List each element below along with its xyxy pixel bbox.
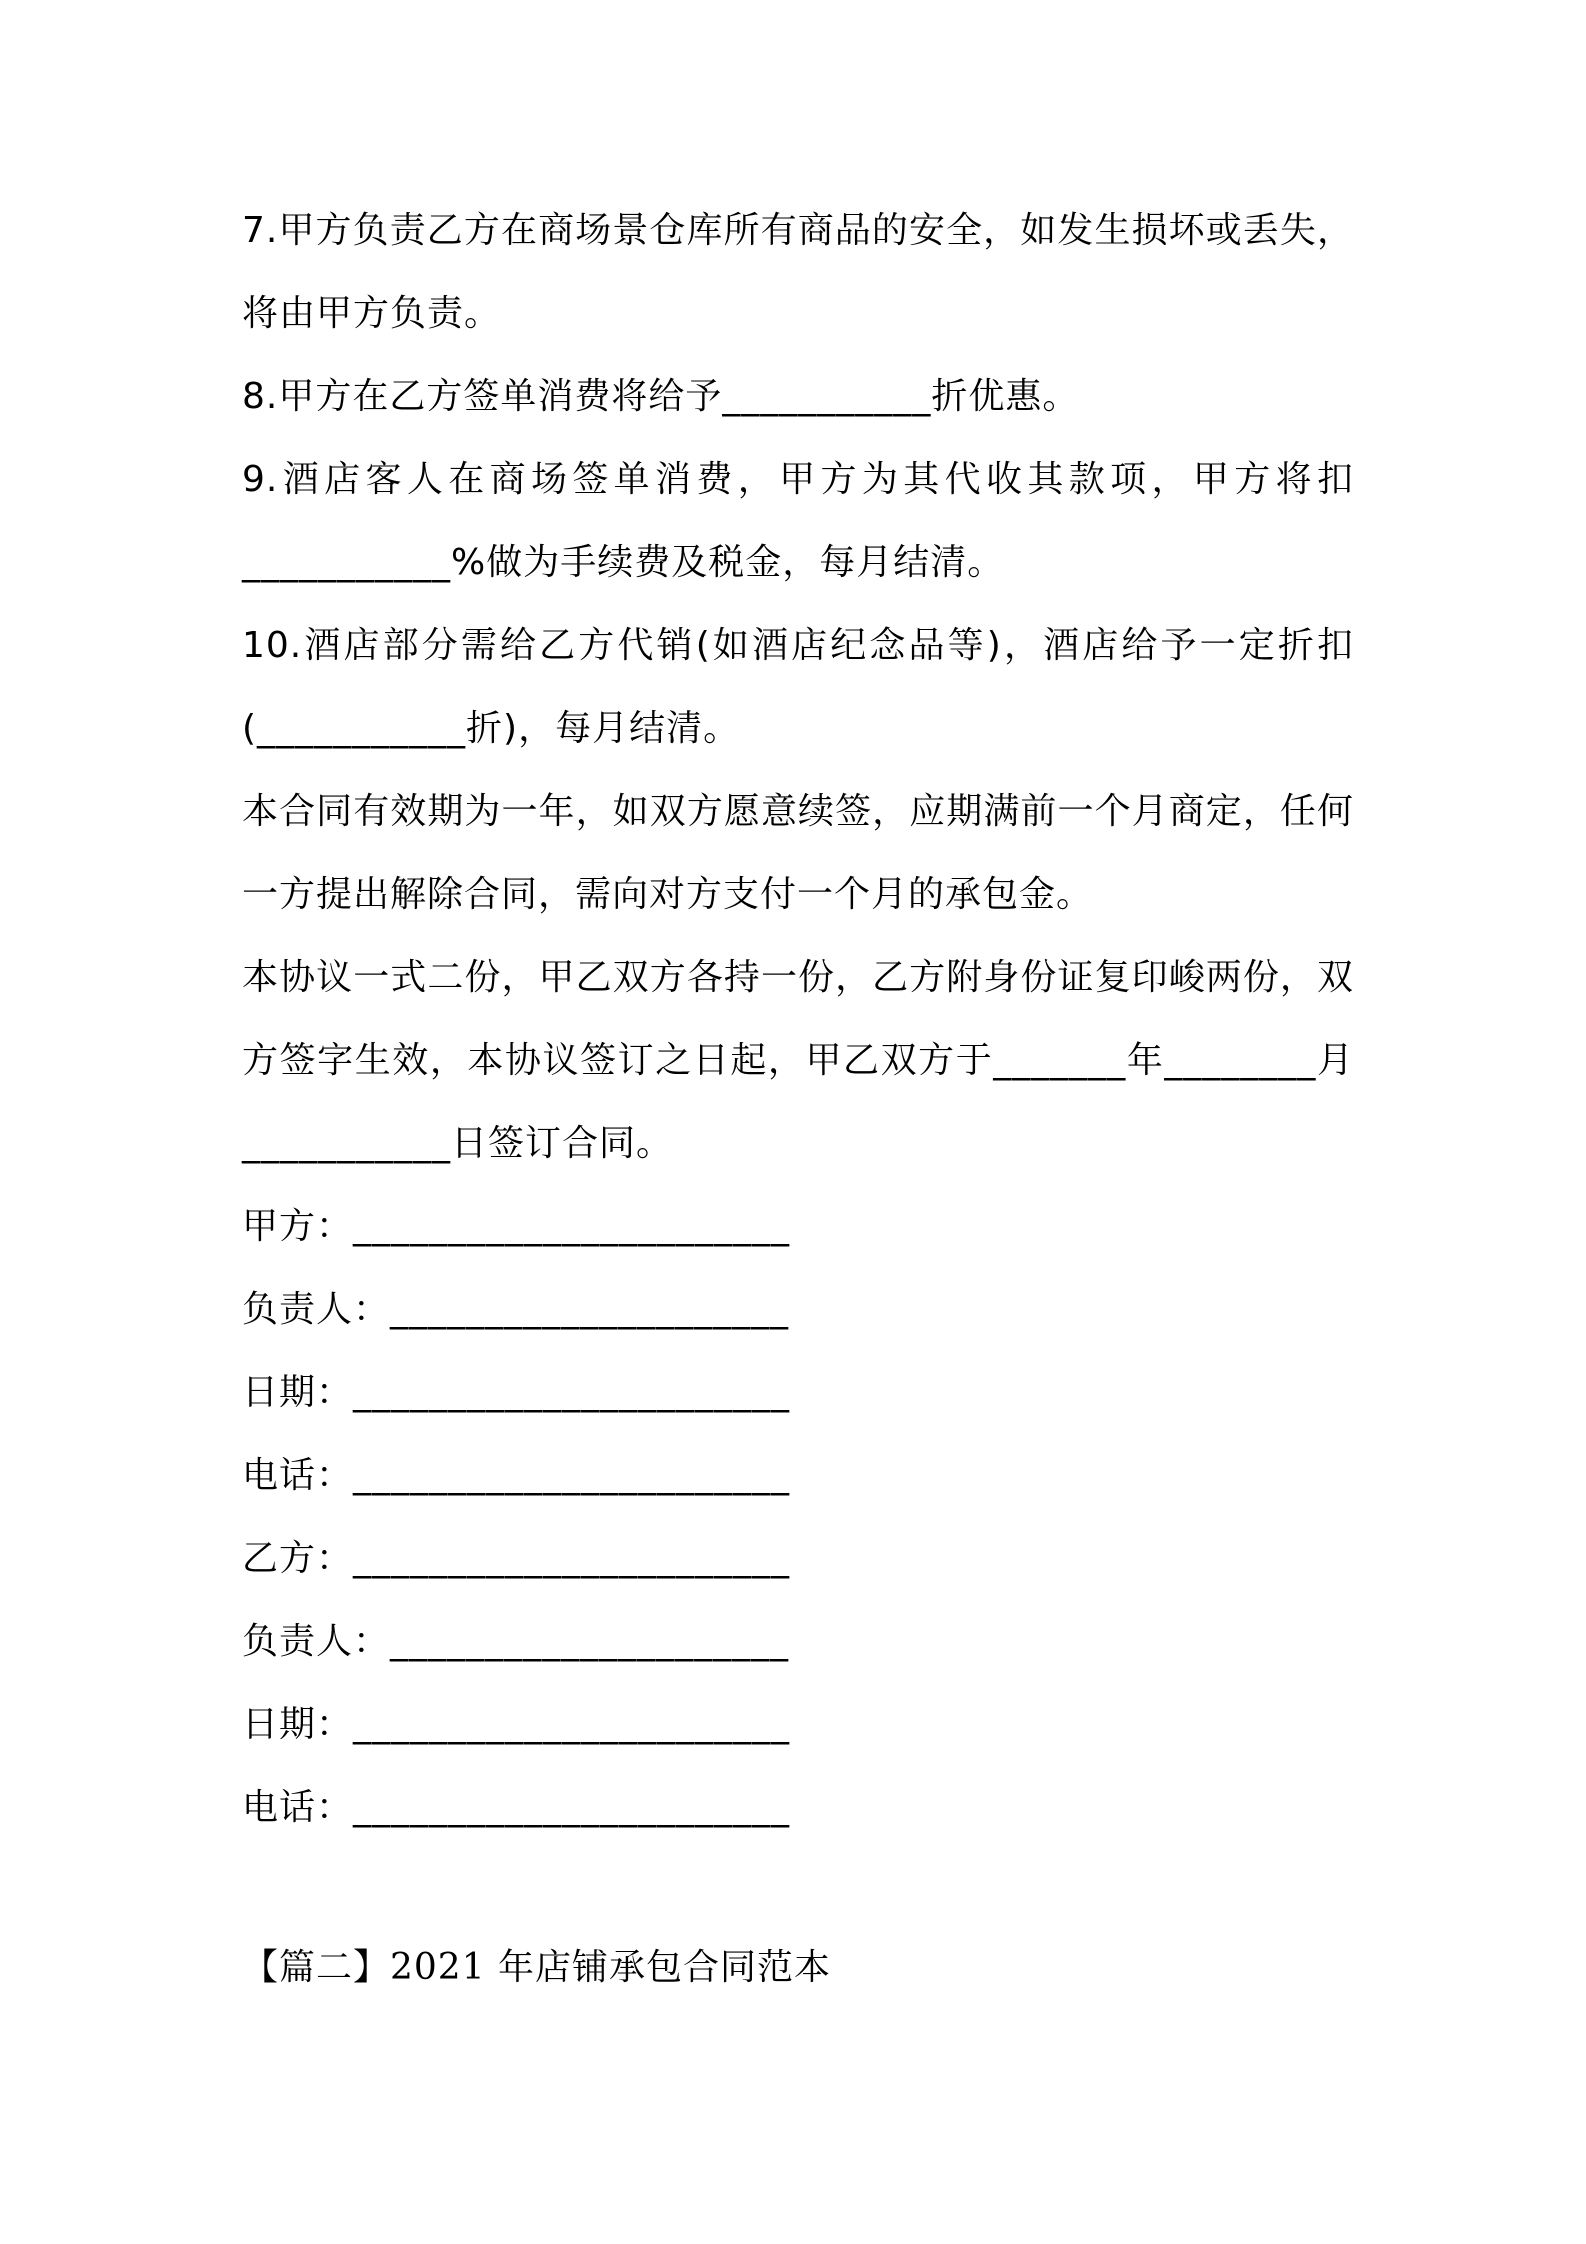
agreement-paragraph-line-3: ___________日签订合同。 <box>242 1123 674 1164</box>
signature-party-a: 甲方：_______________________ <box>242 1206 791 1247</box>
agreement-paragraph-line-1: 本协议一式二份，甲乙双方各持一份，乙方附身份证复印峻两份，双 <box>242 957 1354 998</box>
validity-paragraph-line-1: 本合同有效期为一年，如双方愿意续签，应期满前一个月商定，任何 <box>242 791 1354 832</box>
clause-10-line-2: (___________折)，每月结清。 <box>242 708 741 749</box>
signature-party-a-principal: 负责人：_____________________ <box>242 1289 790 1330</box>
clause-7-line-1: 7.甲方负责乙方在商场景仓库所有商品的安全，如发生损坏或丢失， <box>242 210 1354 251</box>
agreement-paragraph-line-2: 方签字生效，本协议签订之日起，甲乙双方于_______年________月 <box>242 1040 1354 1081</box>
signature-party-b-date: 日期：_______________________ <box>242 1704 791 1745</box>
signature-party-a-date: 日期：_______________________ <box>242 1372 791 1413</box>
clause-10-line-1: 10.酒店部分需给乙方代销(如酒店纪念品等)，酒店给予一定折扣 <box>242 625 1354 666</box>
signature-party-b: 乙方：_______________________ <box>242 1538 791 1579</box>
validity-paragraph-line-2: 一方提出解除合同，需向对方支付一个月的承包金。 <box>242 874 1094 915</box>
clause-7-line-2: 将由甲方负责。 <box>242 293 502 334</box>
clause-9-line-1: 9.酒店客人在商场签单消费，甲方为其代收其款项，甲方将扣 <box>242 459 1354 500</box>
next-section-heading: 【篇二】2021 年店铺承包合同范本 <box>242 1947 832 1988</box>
signature-party-a-phone: 电话：_______________________ <box>242 1455 791 1496</box>
signature-party-b-phone: 电话：_______________________ <box>242 1787 791 1828</box>
signature-party-b-principal: 负责人：_____________________ <box>242 1621 790 1662</box>
clause-8: 8.甲方在乙方签单消费将给予___________折优惠。 <box>242 376 1080 417</box>
clause-9-line-2: ___________%做为手续费及税金，每月结清。 <box>242 542 1005 583</box>
